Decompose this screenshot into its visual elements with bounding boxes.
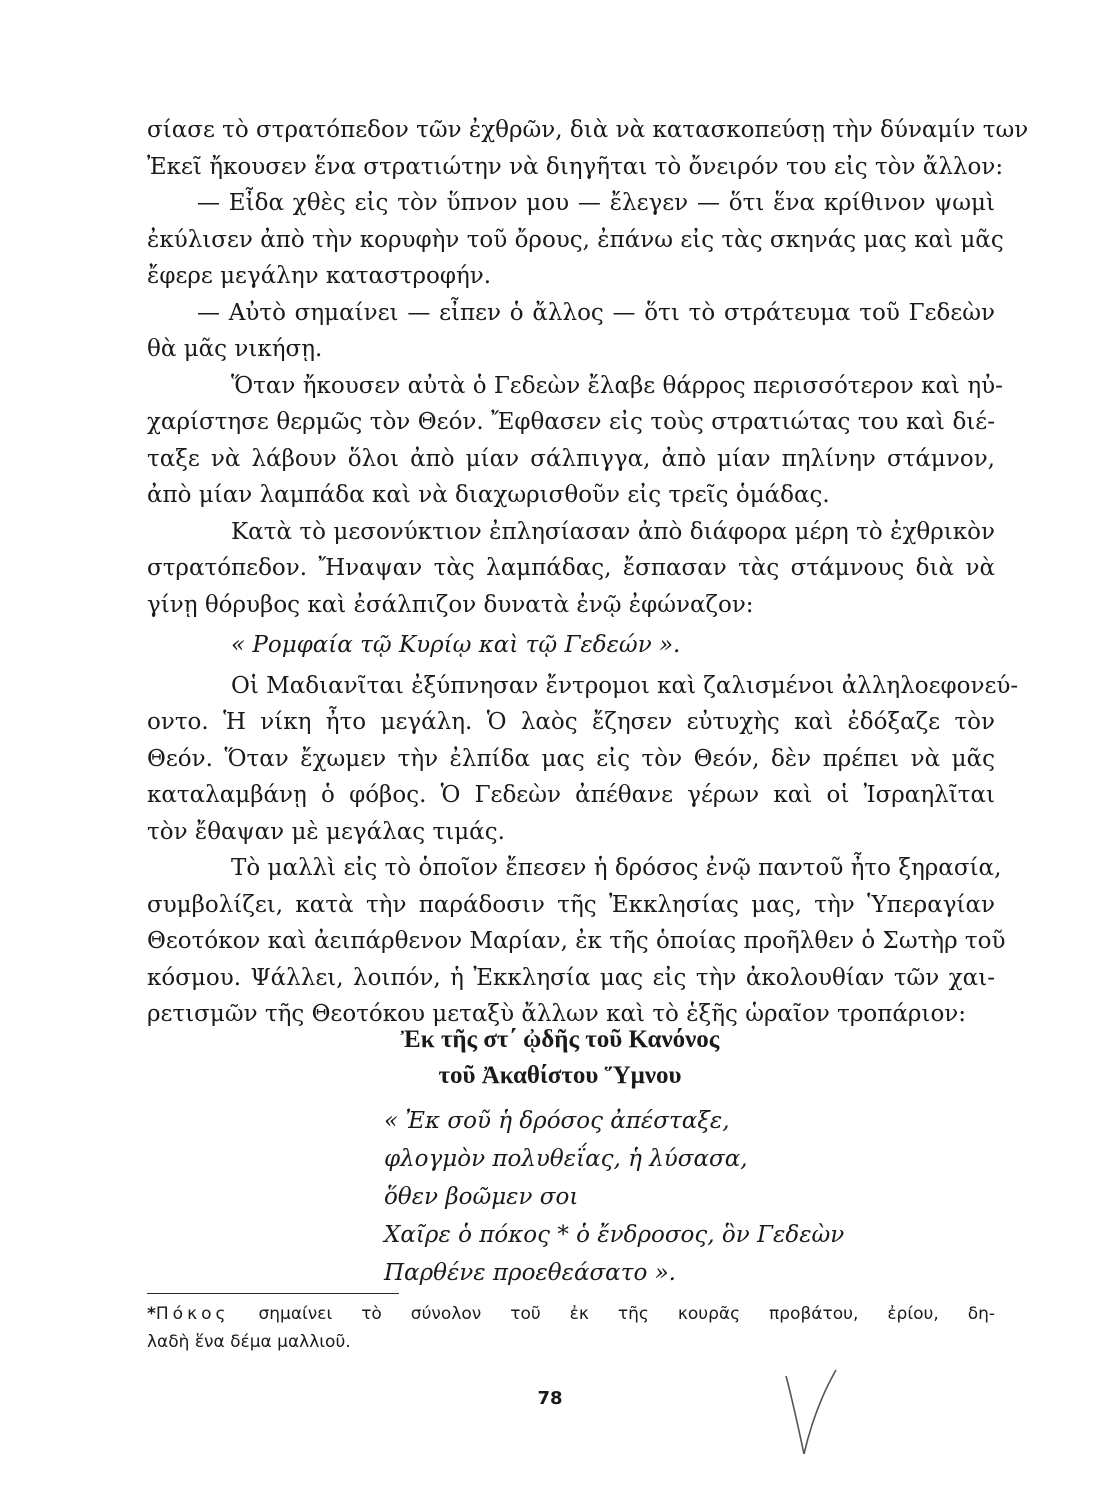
text-line: Θεοτόκον καὶ ἀειπάρθενον Μαρίαν, ἐκ τῆς ὁποίας προῆλθεν ὁ Σωτὴρ τοῦ xyxy=(147,928,1006,954)
text-line: στρατόπεδον. Ἤναψαν τὰς λαμπάδας, ἔσπασαν τὰς στάμνους διὰ νὰ xyxy=(147,555,995,581)
footnote-line: λαδὴ ἕνα δέμα μαλλιοῦ. xyxy=(147,1332,351,1352)
handwritten-check-mark-icon xyxy=(780,1368,840,1458)
text-line: τὸν ἔθαψαν μὲ μεγάλας τιμάς. xyxy=(147,818,505,845)
hymn-line: Παρθένε προεθεάσατο ». xyxy=(384,1260,676,1286)
hymn-line: φλογμὸν πολυθεΐας, ἡ λύσασα, xyxy=(384,1146,748,1172)
text-line: Κατὰ τὸ μεσονύκτιον ἐπλησίασαν ἀπὸ διάφορα μέρη τὸ ἐχθρικὸν xyxy=(231,518,995,545)
text-line: γίνῃ θόρυβος καὶ ἐσάλπιζον δυνατὰ ἐνῷ ἐφώναζον: xyxy=(147,591,754,618)
footnote-text: σημαίνει τὸ σύνολον τοῦ ἐκ τῆς κουρᾶς προβάτου, ἐρίου, δη- xyxy=(258,1304,996,1324)
hymn-line: « Ἐκ σοῦ ἡ δρόσος ἀπέσταξε, xyxy=(384,1108,730,1134)
text-line: ρετισμῶν τῆς Θεοτόκου μεταξὺ ἄλλων καὶ τὸ ἑξῆς ὡραῖον τροπάριον: xyxy=(147,1001,967,1027)
text-line: χαρίστησε θερμῶς τὸν Θεόν. Ἔφθασεν εἰς τοὺς στρατιώτας του καὶ διέ- xyxy=(147,409,995,435)
text-line: ἔφερε μεγάλην καταστροφήν. xyxy=(147,263,492,289)
hymn-heading-line: Ἐκ τῆς στ΄ ᾠδῆς τοῦ Κανόνος xyxy=(400,1026,720,1053)
page-number: 78 xyxy=(537,1388,563,1409)
text-line: — Εἶδα χθὲς εἰς τὸν ὕπνον μου — ἔλεγεν — ὅτι ἕνα κρίθινον ψωμὶ xyxy=(197,190,995,216)
text-line: συμβολίζει, κατὰ τὴν παράδοσιν τῆς Ἐκκλησίας μας, τὴν Ὑπεραγίαν xyxy=(147,891,995,918)
hymn-heading xyxy=(300,1022,820,1094)
text-line: Ἐκεῖ ἤκουσεν ἕνα στρατιώτην νὰ διηγῆται τὸ ὄνειρόν του εἰς τὸν ἄλλον: xyxy=(147,153,1004,180)
text-line: ἀπὸ μίαν λαμπάδα καὶ νὰ διαχωρισθοῦν εἰς τρεῖς ὁμάδας. xyxy=(147,482,830,508)
footnote-divider xyxy=(147,1293,399,1294)
text-line: Θεόν. Ὅταν ἔχωμεν τὴν ἐλπίδα μας εἰς τὸν Θεόν, δὲν πρέπει νὰ μᾶς xyxy=(147,745,995,772)
footnote xyxy=(147,1300,995,1356)
text-line: ταξε νὰ λάβουν ὅλοι ἀπὸ μίαν σάλπιγγα, ἀπὸ μίαν πηλίνην στάμνον, xyxy=(147,445,995,472)
footnote-marker: * xyxy=(147,1304,156,1324)
text-line: οντο. Ἡ νίκη ἦτο μεγάλη. Ὁ λαὸς ἔζησεν εὐτυχὴς καὶ ἐδόξαζε τὸν xyxy=(147,709,995,735)
text-line: Οἱ Μαδιανῖται ἐξύπνησαν ἔντρομοι καὶ ζαλισμένοι ἀλληλοεφονεύ- xyxy=(231,672,1019,699)
body-text xyxy=(147,112,1029,1033)
text-line: ἐκύλισεν ἀπὸ τὴν κορυφὴν τοῦ ὄρους, ἐπάνω εἰς τὰς σκηνάς μας καὶ μᾶς xyxy=(147,226,1004,253)
hymn-line: ὅθεν βοῶμεν σοι xyxy=(384,1184,579,1210)
text-line: θὰ μᾶς νικήσῃ. xyxy=(147,336,323,362)
hymn-heading-line: τοῦ Ἀκαθίστου Ὕμνου xyxy=(438,1062,682,1089)
hymn-line: Χαῖρε ὁ πόκος * ὁ ἔνδροσος, ὃν Γεδεὼν xyxy=(384,1222,845,1248)
footnote-term: Πόκος xyxy=(155,1304,230,1324)
text-line: κόσμου. Ψάλλει, λοιπόν, ἡ Ἐκκλησία μας εἰς τὴν ἀκολουθίαν τῶν χαι- xyxy=(147,964,995,991)
quotation-line: « Ρομφαία τῷ Κυρίῳ καὶ τῷ Γεδεών ». xyxy=(231,632,681,658)
text-line: — Αὐτὸ σημαίνει — εἶπεν ὁ ἄλλος — ὅτι τὸ στράτευμα τοῦ Γεδεὼν xyxy=(197,299,995,326)
text-line: σίασε τὸ στρατόπεδον τῶν ἐχθρῶν, διὰ νὰ κατασκοπεύσῃ τὴν δύναμίν των xyxy=(147,117,1029,143)
text-line: Τὸ μαλλὶ εἰς τὸ ὁποῖον ἔπεσεν ἡ δρόσος ἐνῷ παντοῦ ἦτο ξηρασία, xyxy=(231,855,1002,881)
hymn-verse xyxy=(384,1102,845,1292)
text-line: καταλαμβάνῃ ὁ φόβος. Ὁ Γεδεὼν ἀπέθανε γέρων καὶ οἱ Ἰσραηλῖται xyxy=(147,782,995,808)
text-line: Ὅταν ἤκουσεν αὐτὰ ὁ Γεδεὼν ἔλαβε θάρρος περισσότερον καὶ ηὐ- xyxy=(231,372,1003,399)
footnote-line xyxy=(147,1300,995,1328)
